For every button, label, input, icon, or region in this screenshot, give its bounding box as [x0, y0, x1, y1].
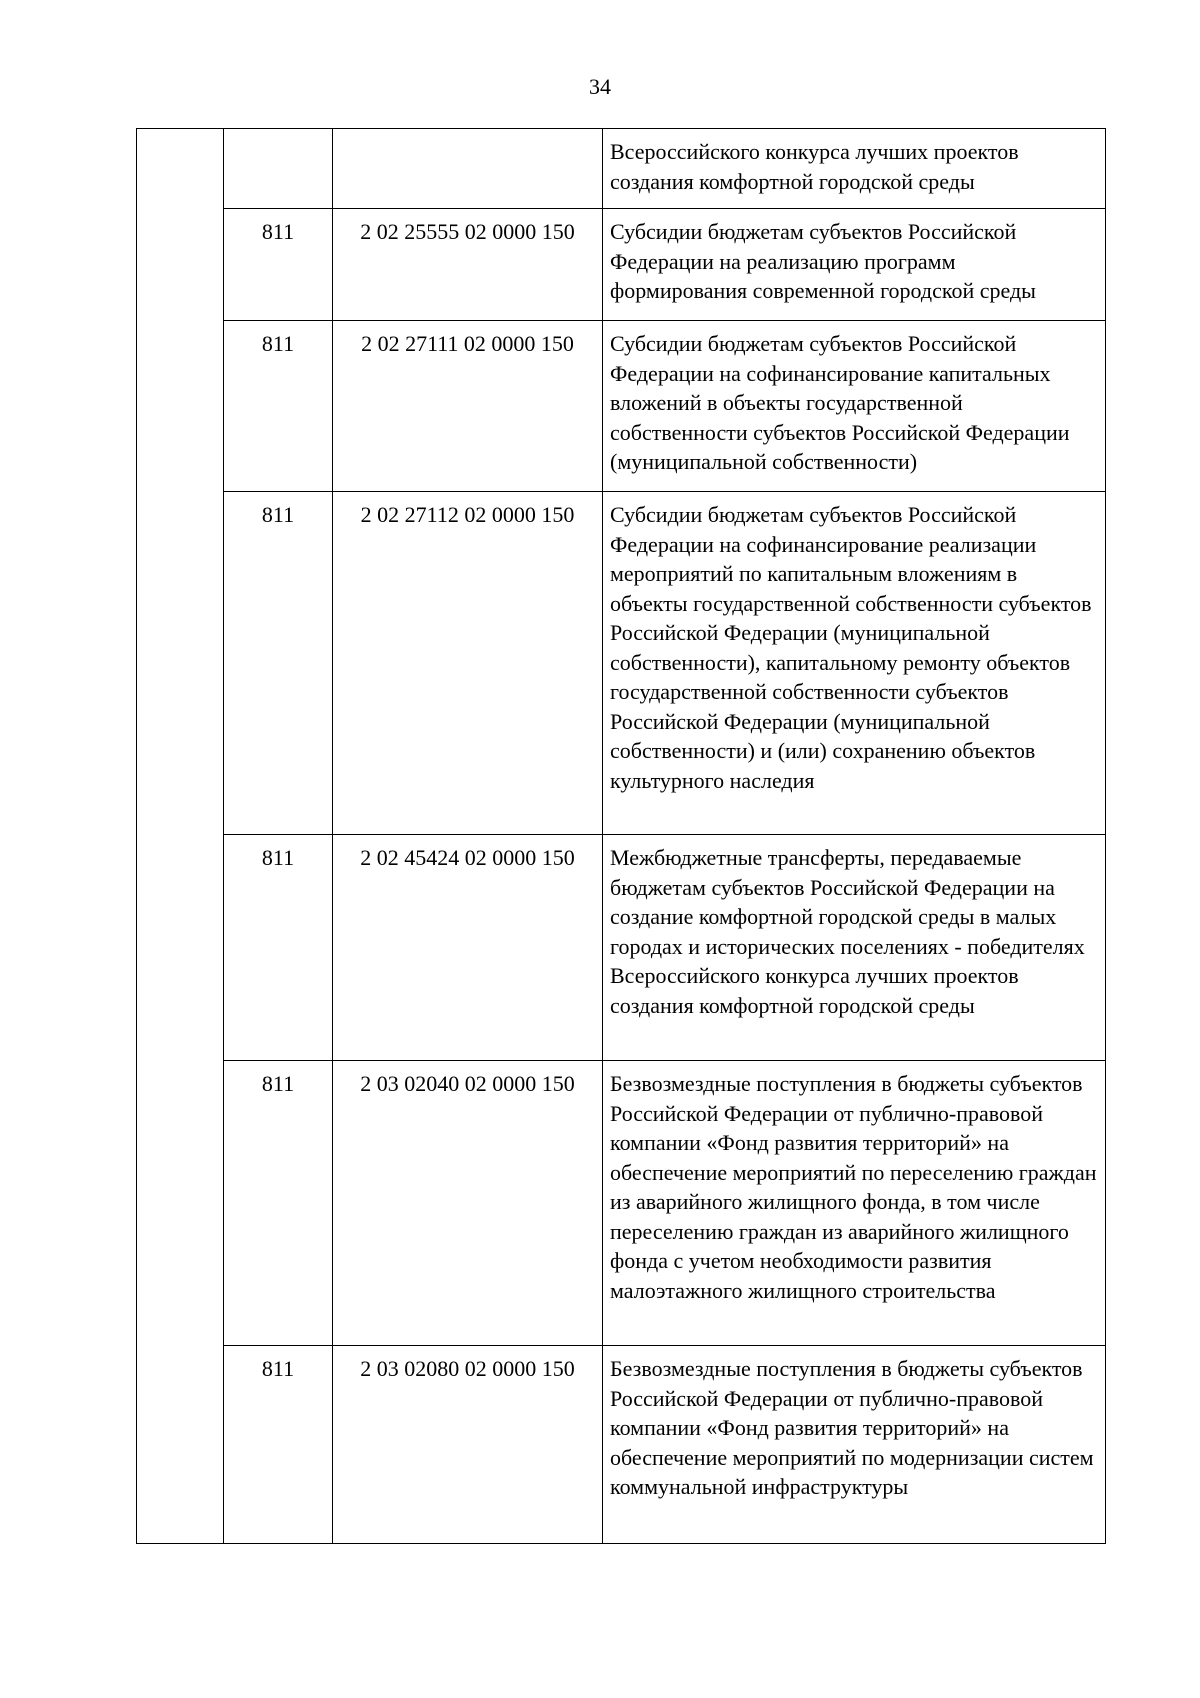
table-row	[137, 1346, 1106, 1544]
table-row	[137, 835, 1106, 1061]
admin-code-cell: 811	[224, 492, 333, 835]
table-row	[137, 1061, 1106, 1346]
admin-code-cell: 811	[224, 835, 333, 1061]
admin-code-cell: 811	[224, 321, 333, 492]
revenue-name-cell: Субсидии бюджетам субъектов Российской Федерации на реализацию программ формирования современной городской среды	[603, 209, 1106, 321]
revenue-name-cell: Безвозмездные поступления в бюджеты субъектов Российской Федерации от публично-правовой компании «Фонд развития территорий» на обеспечение мероприятий по модернизации систем коммунальной инфраструктуры	[603, 1346, 1106, 1544]
budget-code-cell	[333, 129, 603, 209]
budget-code-cell: 2 02 27112 02 0000 150	[333, 492, 603, 835]
revenue-name-cell: Безвозмездные поступления в бюджеты субъектов Российской Федерации от публично-правовой компании «Фонд развития территорий» на обеспечение мероприятий по переселению граждан из аварийного жилищного фонда, в том числе переселению граждан из аварийного жилищного фонда с учетом необходимости развития малоэтажного жилищного строительства	[603, 1061, 1106, 1346]
revenue-name-cell: Межбюджетные трансферты, передаваемые бюджетам субъектов Российской Федерации на создание комфортной городской среды в малых городах и исторических поселениях - победителях Всероссийского конкурса лучших проектов создания комфортной городской среды	[603, 835, 1106, 1061]
page-number: 34	[589, 74, 611, 99]
table-row	[137, 492, 1106, 835]
table-row	[137, 129, 1106, 209]
admin-code-cell: 811	[224, 1061, 333, 1346]
admin-code-cell	[224, 129, 333, 209]
revenue-classification-table	[136, 128, 1106, 1544]
budget-code-cell: 2 03 02040 02 0000 150	[333, 1061, 603, 1346]
table-body	[137, 129, 1106, 1544]
budget-code-cell: 2 02 25555 02 0000 150	[333, 209, 603, 321]
revenue-name-cell: Всероссийского конкурса лучших проектов создания комфортной городской среды	[603, 129, 1106, 209]
budget-code-cell: 2 02 45424 02 0000 150	[333, 835, 603, 1061]
table-row	[137, 321, 1106, 492]
blank-merged-cell	[137, 129, 224, 1544]
table-row	[137, 209, 1106, 321]
revenue-name-cell: Субсидии бюджетам субъектов Российской Федерации на софинансирование реализации мероприятий по капитальным вложениям в объекты государственной собственности субъектов Российской Федерации (муниципальной собственности), капитальному ремонту объектов государственной собственности субъектов Российской Федерации (муниципальной собственности) и (или) сохранению объектов культурного наследия	[603, 492, 1106, 835]
admin-code-cell: 811	[224, 209, 333, 321]
admin-code-cell: 811	[224, 1346, 333, 1544]
budget-code-cell: 2 02 27111 02 0000 150	[333, 321, 603, 492]
revenue-name-cell: Субсидии бюджетам субъектов Российской Федерации на софинансирование капитальных вложений в объекты государственной собственности субъектов Российской Федерации (муниципальной собственности)	[603, 321, 1106, 492]
budget-code-cell: 2 03 02080 02 0000 150	[333, 1346, 603, 1544]
